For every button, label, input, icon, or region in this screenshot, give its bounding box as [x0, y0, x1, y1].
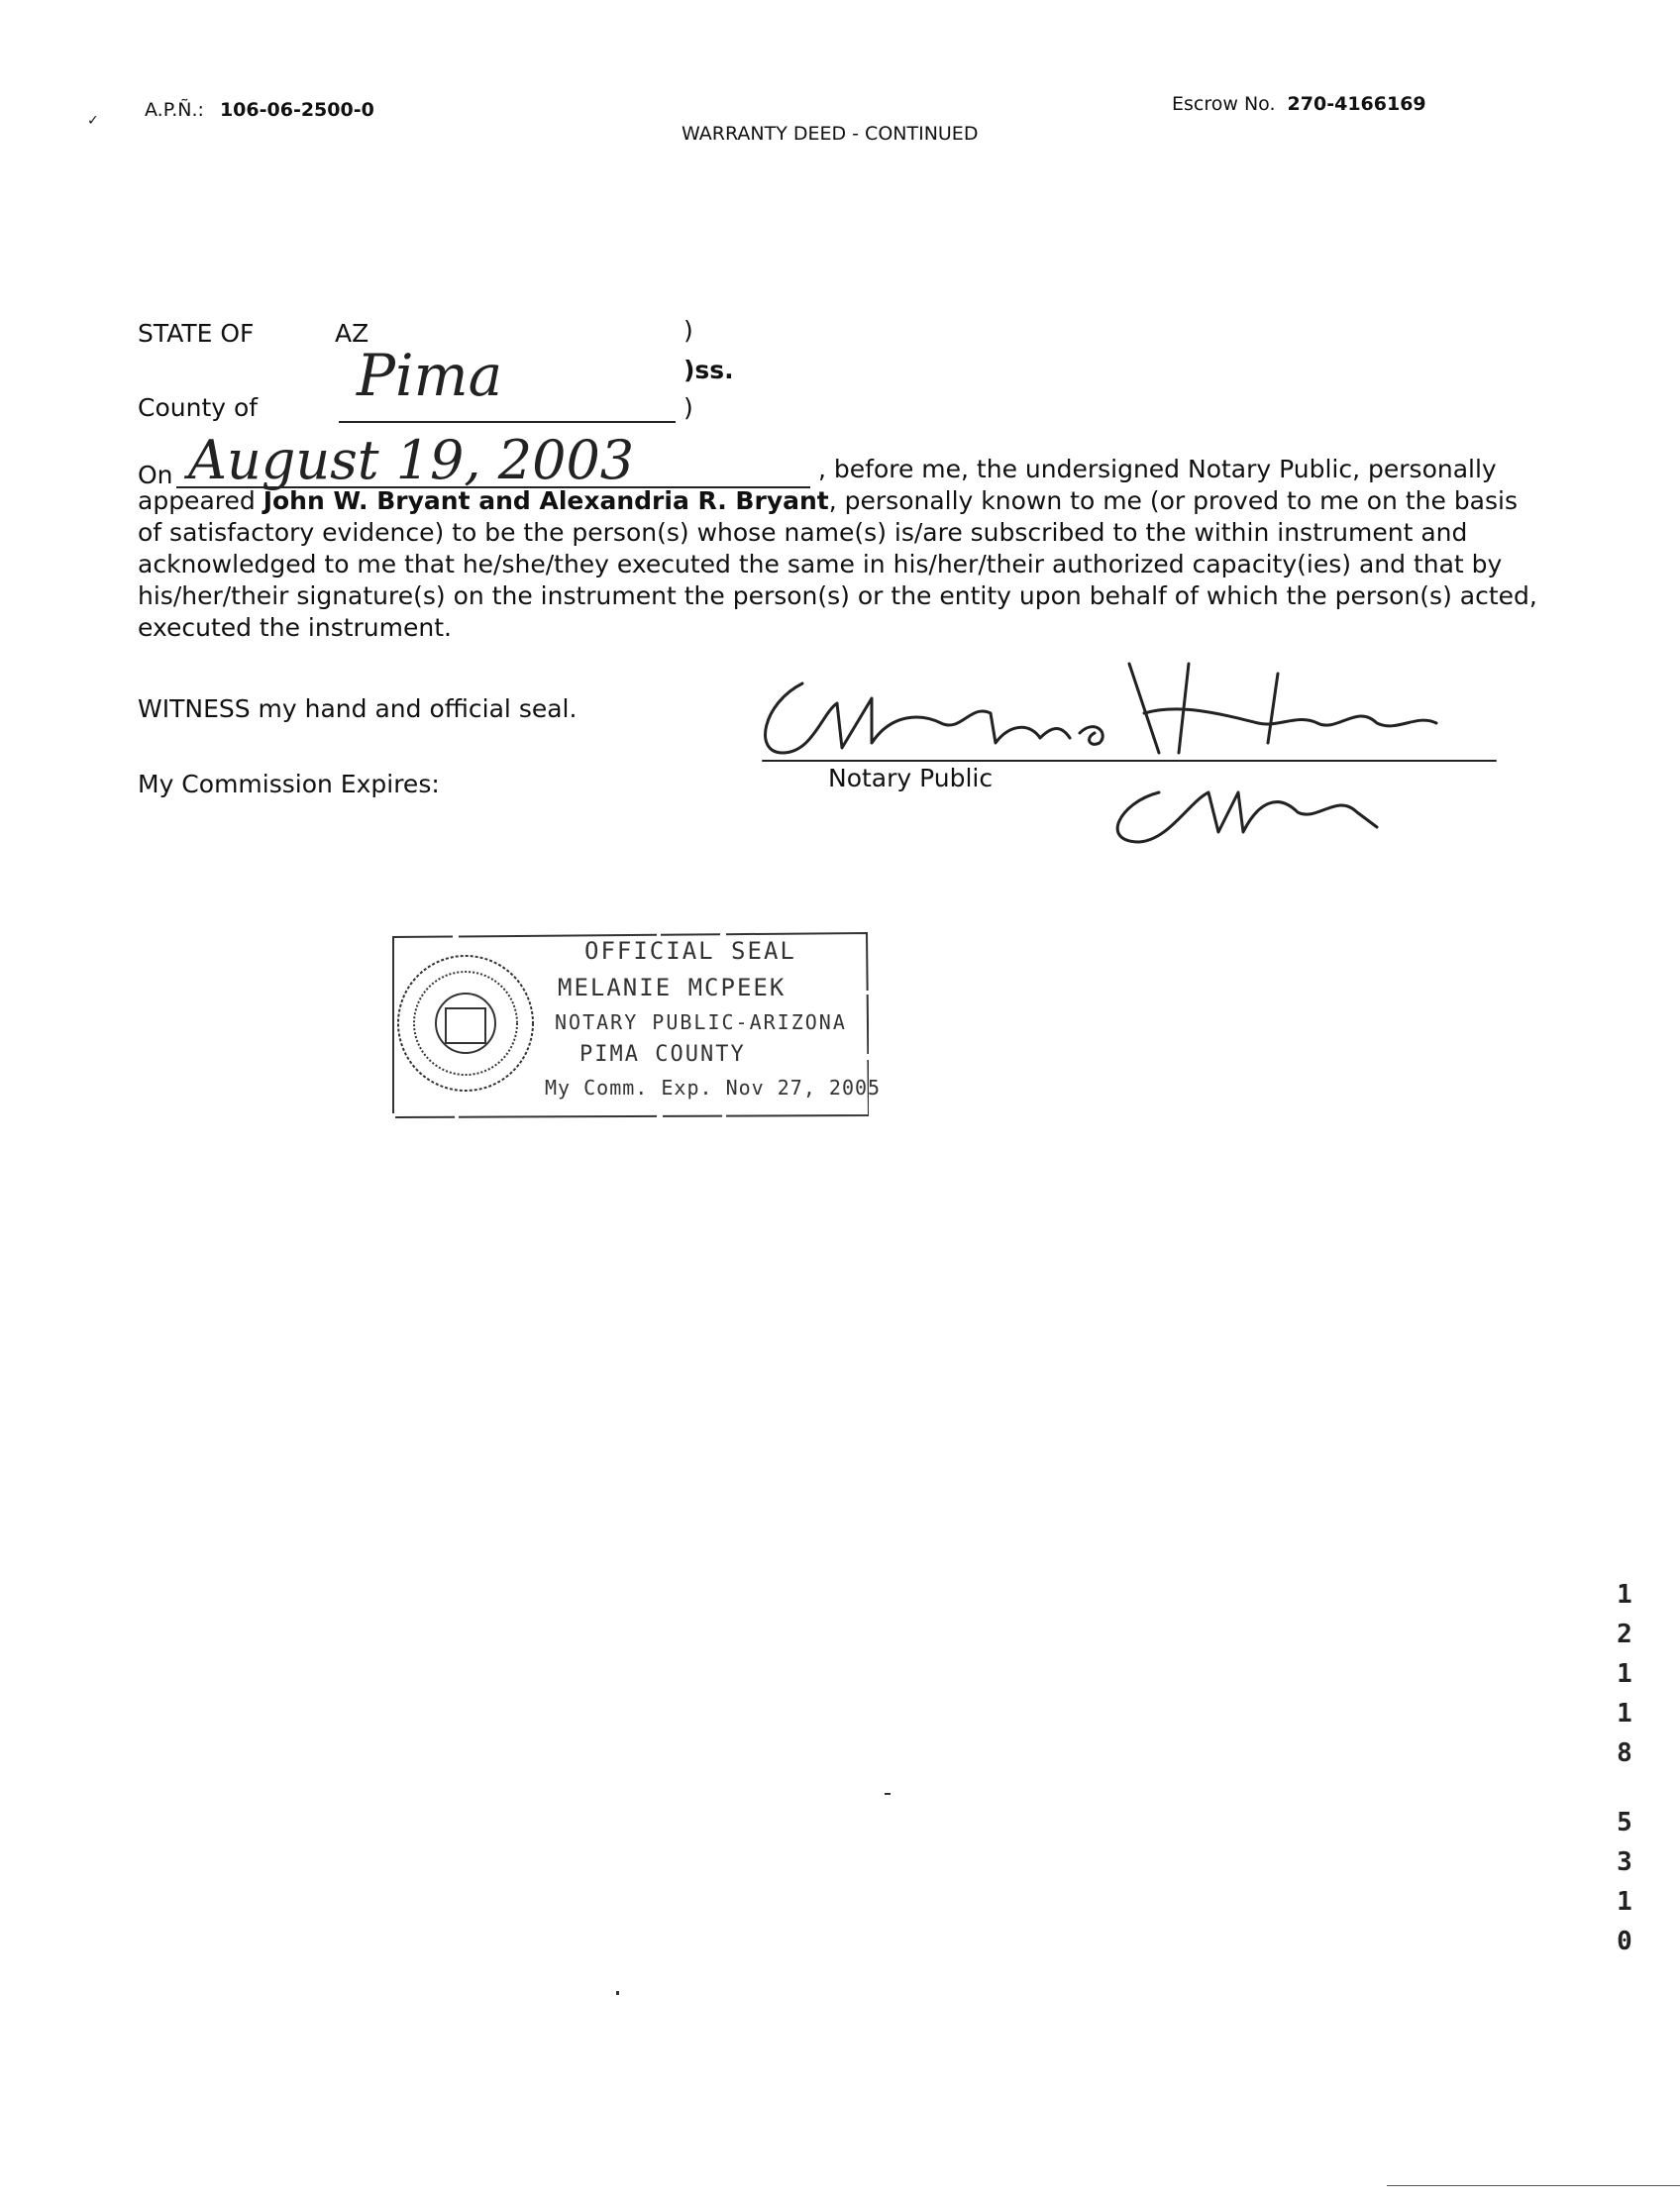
recording-digit: 1: [1617, 1887, 1632, 1917]
ack-line-6: executed the instrument.: [138, 613, 452, 642]
recording-digit: 2: [1617, 1620, 1632, 1649]
seal-line-4: PIMA COUNTY: [579, 1042, 746, 1067]
recording-digit: 8: [1617, 1738, 1632, 1768]
recording-digit: 0: [1617, 1927, 1632, 1956]
recording-number: [1613, 1575, 1636, 1961]
official-seal-stamp: [391, 929, 882, 1119]
escrow-row: [1172, 93, 1426, 115]
county-label: County of: [138, 393, 259, 422]
appeared-text: appeared: [138, 486, 256, 515]
recording-digit: 1: [1617, 1659, 1632, 1689]
document-title: WARRANTY DEED - CONTINUED: [682, 123, 979, 145]
ack-line-3: of satisfactory evidence) to be the person(s) whose name(s) is/are subscribed to the within instrument and: [138, 518, 1468, 547]
apn-row: [87, 99, 374, 129]
recording-digit: 3: [1617, 1847, 1632, 1877]
check-mark-icon: ✓: [87, 113, 99, 129]
venue-paren-1: ): [683, 316, 693, 345]
seal-line-5: My Comm. Exp. Nov 27, 2005: [545, 1076, 882, 1100]
escrow-value: 270-4166169: [1287, 93, 1426, 115]
venue-paren-3: ): [683, 393, 693, 422]
recording-gap: [1613, 1773, 1636, 1803]
signature-drawing: [743, 644, 1516, 852]
escrow-label: Escrow No.: [1172, 93, 1276, 115]
witness-text: WITNESS my hand and official seal.: [138, 694, 578, 723]
seal-line-1: OFFICIAL SEAL: [584, 937, 796, 965]
on-label: On: [138, 461, 173, 489]
notary-public-label: Notary Public: [828, 764, 994, 792]
scan-speck: [885, 1793, 891, 1795]
recording-digit: 1: [1617, 1699, 1632, 1729]
state-value: AZ: [335, 319, 369, 348]
seal-line-2: MELANIE MCPEEK: [558, 974, 787, 1001]
ack-line-1: , before me, the undersigned Notary Public, personally: [818, 455, 1497, 483]
scan-speck: [616, 1991, 619, 1995]
county-handwritten: Pima: [357, 342, 503, 409]
seal-line-3: NOTARY PUBLIC-ARIZONA: [555, 1010, 847, 1034]
recording-digit: 5: [1617, 1808, 1632, 1837]
recording-digit: 1: [1617, 1580, 1632, 1610]
commission-expires-label: My Commission Expires:: [138, 770, 440, 798]
date-handwritten: August 19, 2003: [188, 429, 635, 491]
county-underline: [339, 421, 676, 423]
notary-signature: [743, 644, 1516, 852]
ack-line-2-rest: , personally known to me (or proved to me on the basis: [828, 486, 1519, 515]
ack-line-4: acknowledged to me that he/she/they executed the same in his/her/their authorized capacity(ies) and that by: [138, 550, 1503, 578]
ack-line-2: [138, 485, 1518, 517]
ack-line-5: his/her/their signature(s) on the instrument the person(s) or the entity upon behalf of which the person(s) acted,: [138, 581, 1537, 610]
grantor-names: John W. Bryant and Alexandria R. Bryant: [262, 486, 829, 515]
bottom-edge-line: [1387, 2185, 1680, 2186]
venue-ss: )ss.: [683, 356, 734, 384]
signature-text-source: [0, 0, 1, 1]
apn-value: 106-06-2500-0: [219, 99, 374, 121]
apn-label: A.P.Ñ.:: [145, 99, 204, 121]
state-label: STATE OF: [138, 319, 255, 348]
